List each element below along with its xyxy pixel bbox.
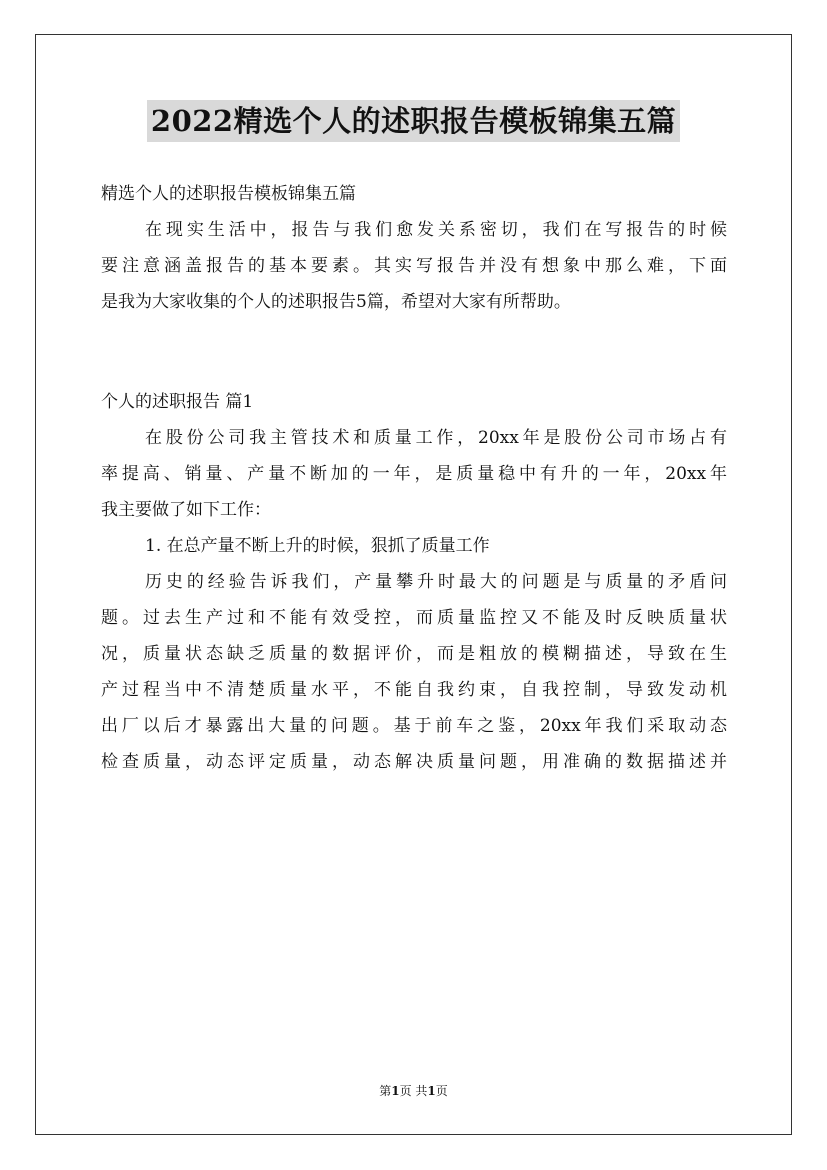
footer-suffix: 页 xyxy=(435,1084,448,1098)
intro-paragraph-line-1: 在现实生活中，报告与我们愈发关系密切，我们在写报告的时候 xyxy=(145,220,727,240)
intro-paragraph-line-3: 是我为大家收集的个人的述职报告5篇，希望对大家有所帮助。 xyxy=(101,292,571,312)
body-paragraph-line: 题。过去生产过和不能有效受控，而质量监控又不能及时反映质量状 xyxy=(101,608,727,628)
subtitle-line: 精选个人的述职报告模板锦集五篇 xyxy=(101,184,356,204)
body-paragraph-line: 产过程当中不清楚质量水平，不能自我约束，自我控制，导致发动机 xyxy=(101,680,727,700)
page-footer xyxy=(0,1082,827,1099)
paragraph-gap xyxy=(101,320,727,384)
numbered-item: 1. 在总产量不断上升的时候，狠抓了质量工作 xyxy=(145,536,490,556)
body-paragraph-line: 率提高、销量、产量不断加的一年，是质量稳中有升的一年，20xx年 xyxy=(101,464,727,484)
total-page-number: 1 xyxy=(427,1084,436,1098)
body-paragraph-line: 出厂以后才暴露出大量的问题。基于前车之鉴，20xx年我们采取动态 xyxy=(101,716,727,736)
intro-paragraph-line-2: 要注意涵盖报告的基本要素。其实写报告并没有想象中那么难，下面 xyxy=(101,256,727,276)
body-paragraph-line: 况，质量状态缺乏质量的数据评价，而是粗放的模糊描述，导致在生 xyxy=(101,644,727,664)
body-paragraph-line: 检查质量，动态评定质量，动态解决质量问题，用准确的数据描述并 xyxy=(101,752,727,772)
footer-mid: 页 共 xyxy=(399,1084,428,1098)
footer-prefix: 第 xyxy=(379,1084,392,1098)
body-paragraph-line: 历史的经验告诉我们，产量攀升时最大的问题是与质量的矛盾问 xyxy=(145,572,727,592)
current-page-number: 1 xyxy=(391,1084,400,1098)
document-body xyxy=(101,176,727,780)
document-title-block xyxy=(0,100,827,142)
document-title: 2022精选个人的述职报告模板锦集五篇 xyxy=(147,100,680,142)
section-heading: 个人的述职报告 篇1 xyxy=(101,392,254,412)
body-paragraph-line: 在股份公司我主管技术和质量工作，20xx年是股份公司市场占有 xyxy=(145,428,727,448)
body-paragraph-line: 我主要做了如下工作： xyxy=(101,500,271,520)
